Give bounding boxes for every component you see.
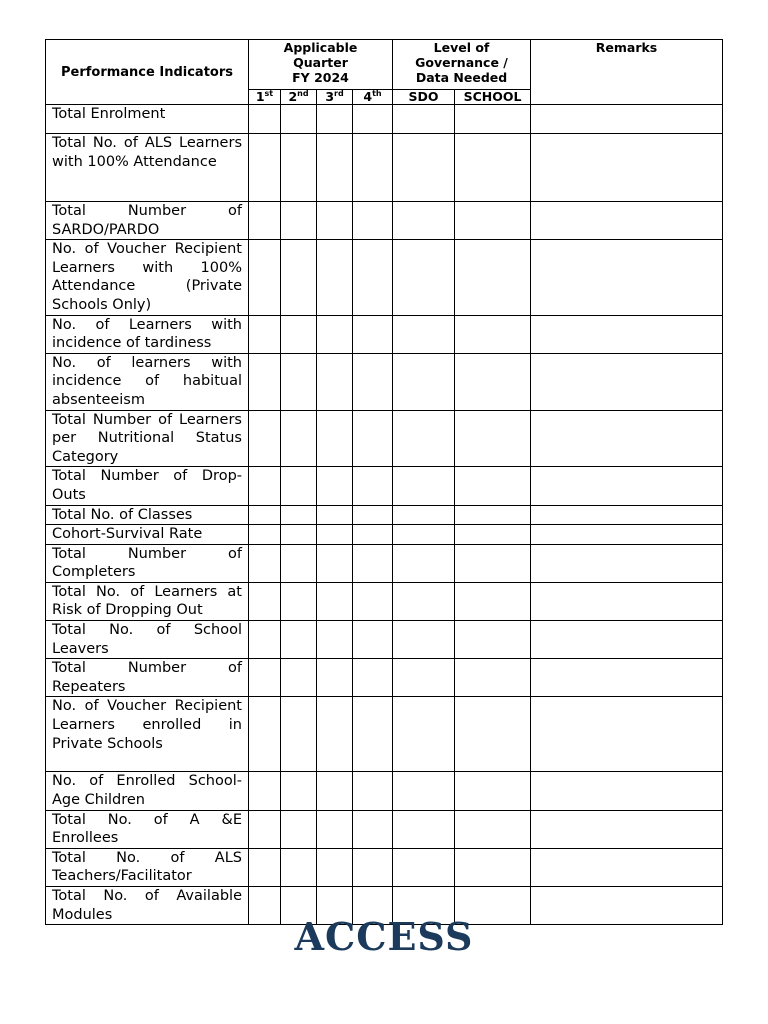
cell-sdo[interactable] [393, 134, 455, 202]
cell-sdo[interactable] [393, 240, 455, 315]
cell-q2[interactable] [281, 315, 317, 353]
cell-sdo[interactable] [393, 772, 455, 810]
cell-sdo[interactable] [393, 353, 455, 410]
quarter-suffix: rd [334, 88, 344, 98]
cell-q4[interactable] [353, 848, 393, 886]
cell-school[interactable] [455, 467, 531, 505]
cell-sdo[interactable] [393, 525, 455, 545]
indicator-label: Total No. of ALS Teachers/Facilitator [46, 848, 249, 886]
cell-q1[interactable] [249, 353, 281, 410]
cell-sdo[interactable] [393, 410, 455, 467]
cell-q3[interactable] [317, 467, 353, 505]
quarter-number: 1 [255, 89, 265, 104]
cell-school[interactable] [455, 848, 531, 886]
cell-q1[interactable] [249, 467, 281, 505]
header-school: SCHOOL [455, 90, 531, 105]
cell-sdo[interactable] [393, 697, 455, 772]
cell-q4[interactable] [353, 582, 393, 620]
cell-sdo[interactable] [393, 810, 455, 848]
cell-q3[interactable] [317, 582, 353, 620]
cell-remarks[interactable] [531, 659, 723, 697]
cell-remarks[interactable] [531, 353, 723, 410]
header-remarks: Remarks [531, 40, 723, 105]
cell-q3[interactable] [317, 410, 353, 467]
header-governance-line2: Governance / [415, 55, 508, 70]
cell-sdo[interactable] [393, 467, 455, 505]
cell-remarks[interactable] [531, 697, 723, 772]
cell-q2[interactable] [281, 240, 317, 315]
cell-q4[interactable] [353, 467, 393, 505]
cell-school[interactable] [455, 410, 531, 467]
quarter-number: 3 [325, 89, 335, 104]
header-applicable-quarter-line1: Applicable [283, 40, 358, 55]
table-row [46, 240, 723, 315]
cell-q1[interactable] [249, 240, 281, 315]
table-row [46, 659, 723, 697]
cell-q1[interactable] [249, 697, 281, 772]
cell-school[interactable] [455, 525, 531, 545]
cell-remarks[interactable] [531, 544, 723, 582]
section-title: ACCESS [294, 914, 474, 959]
indicator-label: Total No. of ALS Learners with 100% Attendance [46, 134, 249, 202]
table-row [46, 353, 723, 410]
table-row [46, 202, 723, 240]
cell-remarks[interactable] [531, 467, 723, 505]
indicator-label: No. of Learners with incidence of tardiness [46, 315, 249, 353]
indicator-label: No. of learners with incidence of habitual absenteeism [46, 353, 249, 410]
cell-q3[interactable] [317, 105, 353, 134]
header-level-of-governance [393, 40, 531, 90]
header-performance-indicators: Performance Indicators [46, 40, 249, 105]
indicator-label: Total Number of SARDO/PARDO [46, 202, 249, 240]
cell-q1[interactable] [249, 621, 281, 659]
cell-q2[interactable] [281, 810, 317, 848]
cell-q3[interactable] [317, 697, 353, 772]
indicator-label: Total Number of Drop-Outs [46, 467, 249, 505]
cell-school[interactable] [455, 105, 531, 134]
cell-q4[interactable] [353, 544, 393, 582]
cell-q2[interactable] [281, 621, 317, 659]
quarter-number: 4 [363, 89, 373, 104]
cell-q2[interactable] [281, 659, 317, 697]
cell-q2[interactable] [281, 105, 317, 134]
cell-sdo[interactable] [393, 848, 455, 886]
cell-q1[interactable] [249, 659, 281, 697]
cell-q1[interactable] [249, 105, 281, 134]
indicator-label: Total No. of Classes [46, 505, 249, 525]
table-row [46, 134, 723, 202]
cell-q1[interactable] [249, 525, 281, 545]
header-quarter-2nd [281, 90, 317, 105]
cell-q4[interactable] [353, 810, 393, 848]
cell-q4[interactable] [353, 410, 393, 467]
table-row [46, 810, 723, 848]
cell-school[interactable] [455, 134, 531, 202]
cell-q4[interactable] [353, 697, 393, 772]
cell-remarks[interactable] [531, 525, 723, 545]
table-row [46, 467, 723, 505]
table-row [46, 525, 723, 545]
cell-sdo[interactable] [393, 315, 455, 353]
cell-remarks[interactable] [531, 848, 723, 886]
table-row [46, 544, 723, 582]
cell-q1[interactable] [249, 505, 281, 525]
cell-q2[interactable] [281, 353, 317, 410]
table-row [46, 505, 723, 525]
cell-remarks[interactable] [531, 582, 723, 620]
cell-q2[interactable] [281, 582, 317, 620]
cell-q1[interactable] [249, 410, 281, 467]
cell-q4[interactable] [353, 315, 393, 353]
cell-q1[interactable] [249, 544, 281, 582]
cell-q4[interactable] [353, 202, 393, 240]
header-applicable-quarter-line3: FY 2024 [292, 70, 349, 85]
cell-q1[interactable] [249, 582, 281, 620]
cell-q1[interactable] [249, 315, 281, 353]
header-quarter-3rd [317, 90, 353, 105]
cell-q1[interactable] [249, 202, 281, 240]
cell-sdo[interactable] [393, 659, 455, 697]
indicator-label: Total Enrolment [46, 105, 249, 134]
cell-remarks[interactable] [531, 202, 723, 240]
cell-school[interactable] [455, 240, 531, 315]
quarter-number: 2 [288, 89, 298, 104]
cell-q4[interactable] [353, 105, 393, 134]
quarter-suffix: th [372, 88, 382, 98]
cell-school[interactable] [455, 505, 531, 525]
cell-q4[interactable] [353, 621, 393, 659]
cell-school[interactable] [455, 582, 531, 620]
cell-school[interactable] [455, 621, 531, 659]
cell-remarks[interactable] [531, 240, 723, 315]
performance-indicators-table [45, 39, 723, 925]
cell-q4[interactable] [353, 505, 393, 525]
table-row [46, 772, 723, 810]
cell-q2[interactable] [281, 505, 317, 525]
cell-sdo[interactable] [393, 105, 455, 134]
header-applicable-quarter [249, 40, 393, 90]
indicator-label: No. of Voucher Recipient Learners enrolled in Private Schools [46, 697, 249, 772]
table-row [46, 410, 723, 467]
cell-q2[interactable] [281, 544, 317, 582]
indicator-label: Total No. of A &E Enrollees [46, 810, 249, 848]
cell-q1[interactable] [249, 772, 281, 810]
header-governance-line3: Data Needed [415, 70, 508, 85]
table-row [46, 105, 723, 134]
cell-remarks[interactable] [531, 410, 723, 467]
cell-sdo[interactable] [393, 544, 455, 582]
cell-q3[interactable] [317, 134, 353, 202]
table-row [46, 848, 723, 886]
header-quarter-4th [353, 90, 393, 105]
cell-q3[interactable] [317, 240, 353, 315]
table-row [46, 697, 723, 772]
cell-q1[interactable] [249, 810, 281, 848]
cell-school[interactable] [455, 544, 531, 582]
indicators-body [46, 105, 723, 925]
cell-q3[interactable] [317, 505, 353, 525]
cell-q1[interactable] [249, 848, 281, 886]
cell-q3[interactable] [317, 544, 353, 582]
indicator-label: No. of Enrolled School-Age Children [46, 772, 249, 810]
indicator-label: Total No. of School Leavers [46, 621, 249, 659]
indicator-label: Total Number of Completers [46, 544, 249, 582]
cell-remarks[interactable] [531, 134, 723, 202]
cell-q2[interactable] [281, 848, 317, 886]
cell-q3[interactable] [317, 772, 353, 810]
cell-sdo[interactable] [393, 505, 455, 525]
indicator-label: Total Number of Repeaters [46, 659, 249, 697]
header-quarter-1st [249, 90, 281, 105]
cell-q2[interactable] [281, 467, 317, 505]
indicators-form [45, 39, 722, 925]
header-sdo: SDO [393, 90, 455, 105]
indicator-label: Total No. of Learners at Risk of Dropping Out [46, 582, 249, 620]
cell-q2[interactable] [281, 697, 317, 772]
cell-remarks[interactable] [531, 315, 723, 353]
cell-q2[interactable] [281, 772, 317, 810]
cell-q3[interactable] [317, 848, 353, 886]
cell-sdo[interactable] [393, 582, 455, 620]
indicator-label: No. of Voucher Recipient Learners with 100% Attendance (Private Schools Only) [46, 240, 249, 315]
cell-sdo[interactable] [393, 621, 455, 659]
cell-q2[interactable] [281, 525, 317, 545]
cell-school[interactable] [455, 697, 531, 772]
cell-school[interactable] [455, 353, 531, 410]
cell-q4[interactable] [353, 134, 393, 202]
cell-remarks[interactable] [531, 621, 723, 659]
table-row [46, 582, 723, 620]
cell-remarks[interactable] [531, 105, 723, 134]
cell-q4[interactable] [353, 525, 393, 545]
cell-school[interactable] [455, 315, 531, 353]
cell-remarks[interactable] [531, 505, 723, 525]
header-governance-line1: Level of [433, 40, 490, 55]
cell-school[interactable] [455, 202, 531, 240]
cell-remarks[interactable] [531, 810, 723, 848]
cell-q4[interactable] [353, 659, 393, 697]
cell-q3[interactable] [317, 659, 353, 697]
cell-q4[interactable] [353, 353, 393, 410]
cell-sdo[interactable] [393, 202, 455, 240]
cell-school[interactable] [455, 772, 531, 810]
cell-q2[interactable] [281, 134, 317, 202]
cell-q4[interactable] [353, 240, 393, 315]
quarter-suffix: nd [297, 88, 309, 98]
cell-q1[interactable] [249, 134, 281, 202]
cell-q3[interactable] [317, 353, 353, 410]
cell-q3[interactable] [317, 810, 353, 848]
cell-school[interactable] [455, 810, 531, 848]
table-row [46, 621, 723, 659]
indicator-label: Total Number of Learners per Nutritional Status Category [46, 410, 249, 467]
cell-q3[interactable] [317, 525, 353, 545]
cell-school[interactable] [455, 659, 531, 697]
quarter-suffix: st [264, 88, 274, 98]
table-row [46, 315, 723, 353]
cell-q4[interactable] [353, 772, 393, 810]
indicator-label: Total No. of Available Modules [46, 887, 249, 925]
cell-q2[interactable] [281, 410, 317, 467]
cell-q2[interactable] [281, 202, 317, 240]
header-applicable-quarter-line2: Quarter [293, 55, 348, 70]
cell-q3[interactable] [317, 202, 353, 240]
cell-q3[interactable] [317, 315, 353, 353]
cell-remarks[interactable] [531, 772, 723, 810]
indicator-label: Cohort-Survival Rate [46, 525, 249, 545]
cell-q3[interactable] [317, 621, 353, 659]
